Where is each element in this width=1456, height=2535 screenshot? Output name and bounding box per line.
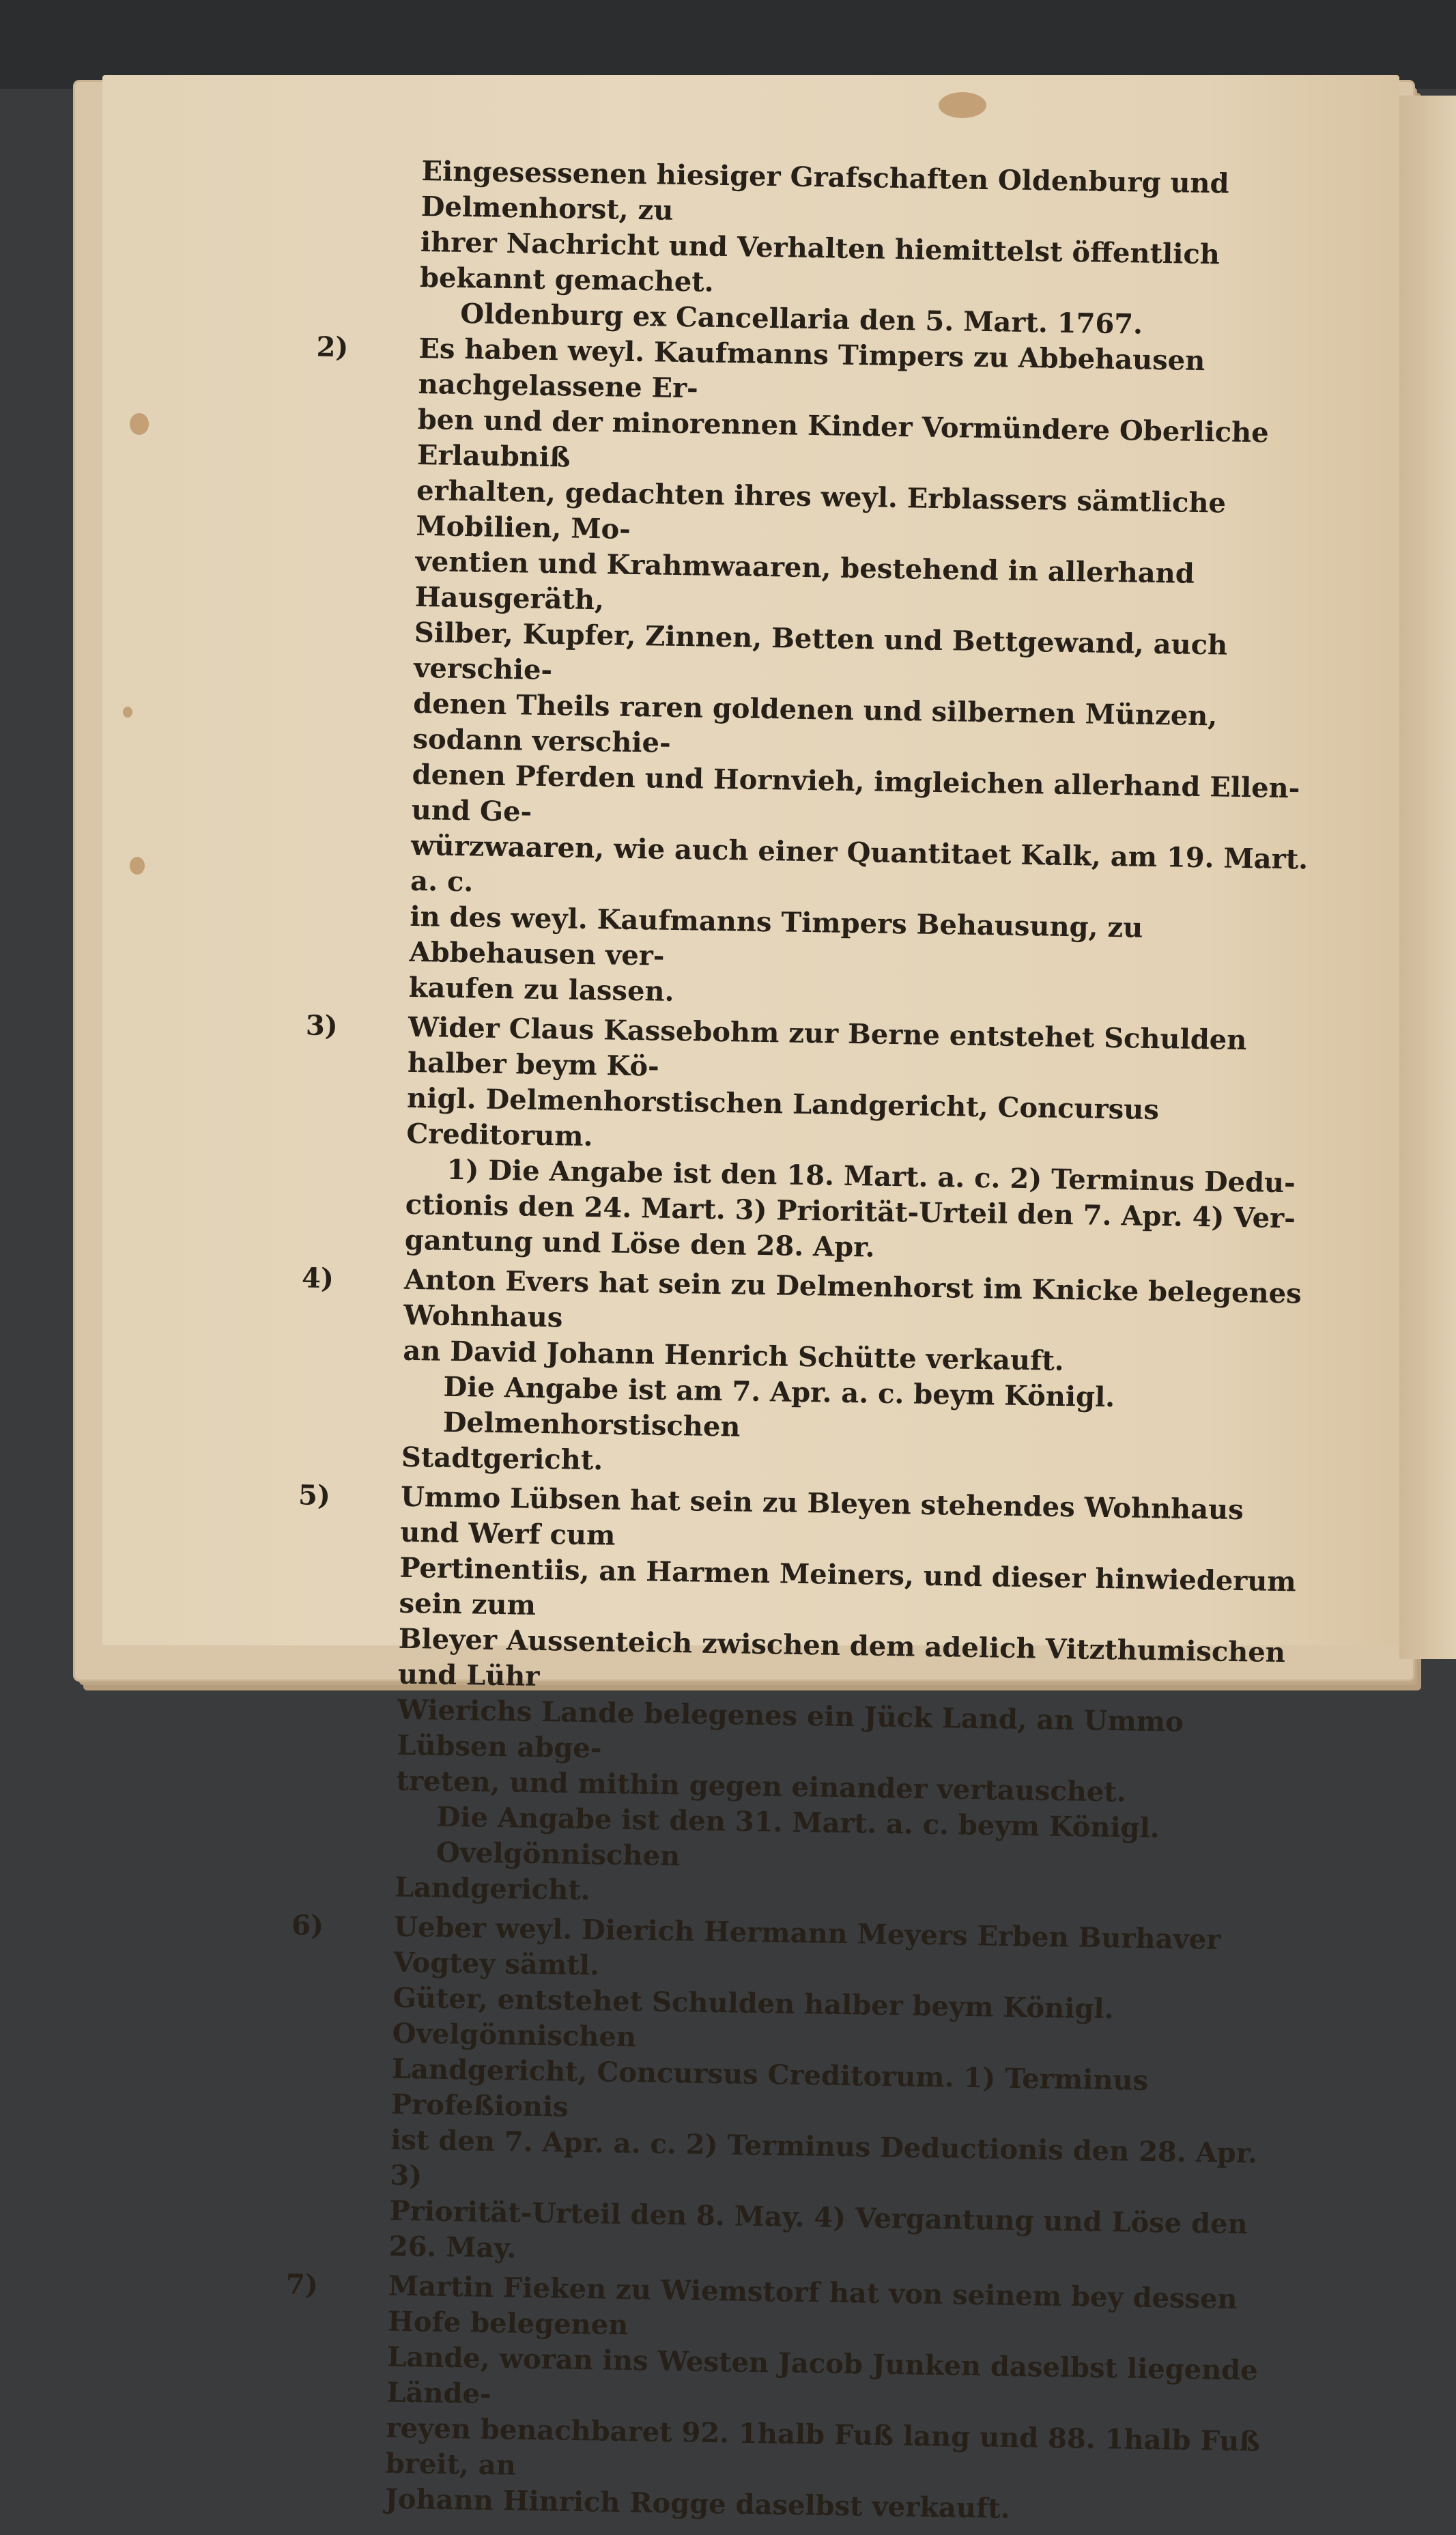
entry-line: kaufen zu lassen.: [408, 971, 674, 1008]
header-line: Eingesessenen hiesiger Grafschaften Oldenburg und Delmenhorst, zu: [420, 154, 1229, 227]
entry-line: ist den 7. Apr. a. c. 2) Terminus Deductionis den 28. Apr. 3): [390, 2123, 1258, 2192]
entry-line: ventien und Krahmwaaren, bestehend in allerhand Hausgeräth,: [414, 545, 1195, 617]
entry-line: denen Pferden und Hornvieh, imgleichen allerhand Ellen- und Ge-: [411, 758, 1300, 828]
entry-subline: ctionis den 24. Mart. 3) Priorität-Urteil den 7. Apr. 4) Ver-: [405, 1188, 1296, 1235]
entry-number: 4): [301, 1262, 334, 1295]
entry-line: Landgericht, Concursus Creditorum. 1) Terminus Profeßionis: [390, 2052, 1149, 2123]
entry-subline: Stadtgericht.: [401, 1441, 603, 1477]
entry-line: treten, und mithin gegen einander vertauschet.: [396, 1764, 1127, 1809]
dateline: Oldenburg ex Cancellaria den 5. Mart. 1767.: [459, 297, 1143, 341]
entry-line: Wierichs Lande belegenes ein Jück Land, an Ummo Lübsen abge-: [397, 1693, 1184, 1765]
entry-subline: Landgericht.: [394, 1871, 591, 1907]
entry-line: Johann Hinrich Rogge daselbst verkauft.: [384, 2482, 1010, 2525]
entry-line: denen Theils raren goldenen und silbernen Münzen, sodann verschie-: [412, 687, 1218, 759]
entry-number: 5): [298, 1479, 331, 1512]
entry-line: Martin Fieken zu Wiemstorf hat von seinem bey dessen Hofe belegenen: [387, 2269, 1238, 2342]
notice-entry-3: [305, 1009, 1313, 1273]
entry-line: Bleyer Aussenteich zwischen dem adelich Vitzthumischen und Lühr: [397, 1622, 1286, 1693]
entry-line: erhalten, gedachten ihres weyl. Erblassers sämtliche Mobilien, Mo-: [416, 474, 1227, 546]
entry-line: Lande, woran ins Westen Jacob Junken daselbst liegende Lände-: [386, 2340, 1259, 2410]
entry-number: 3): [305, 1009, 339, 1043]
entry-line: in des weyl. Kaufmanns Timpers Behausung, zu Abbehausen ver-: [409, 900, 1143, 972]
entry-line: nigl. Delmenhorstischen Landgericht, Concursus Creditorum.: [406, 1081, 1160, 1153]
entry-number: 2): [316, 330, 349, 364]
entry-subline: Die Angabe ist den 31. Mart. a. c. beym Königl. Ovelgönnischen: [436, 1800, 1160, 1873]
entry-subline: 1) Die Angabe ist den 18. Mart. a. c. 2) Terminus Dedu-: [446, 1153, 1296, 1200]
entry-line: an David Johann Henrich Schütte verkauft.: [403, 1334, 1065, 1377]
notice-entry-7: [285, 2268, 1294, 2532]
paper-stain: [130, 413, 149, 435]
notice-entry-5: [298, 1479, 1306, 1920]
entry-subline: Die Angabe ist am 7. Apr. a. c. beym Königl. Delmenhorstischen: [442, 1370, 1115, 1443]
entry-line: reyen benachbaret 92. 1halb Fuß lang und 88. 1halb Fuß breit, an: [385, 2411, 1261, 2482]
notice-entry-6: [291, 1909, 1298, 2279]
entry-line: würzwaaren, wie auch einer Quantitaet Kalk, am 19. Mart. a. c.: [410, 829, 1309, 898]
entry-line: Wider Claus Kassebohm zur Berne entstehet Schulden halber beym Kö-: [407, 1010, 1247, 1083]
entry-line: Pertinentiis, an Harmen Meiners, und dieser hinwiederum sein zum: [399, 1551, 1297, 1621]
entry-line: Es haben weyl. Kaufmanns Timpers zu Abbehausen nachgelassene Er-: [418, 332, 1205, 405]
entry-number: 6): [291, 1909, 324, 1942]
header-line: ihrer Nachricht und Verhalten hiemittelst öffentlich bekannt gemachet.: [419, 225, 1221, 298]
paper-stain: [123, 707, 132, 718]
entry-line: Ueber weyl. Dierich Hermann Meyers Erben Burhaver Vogtey sämtl.: [393, 1910, 1221, 1982]
entry-number: 7): [285, 2268, 319, 2301]
entry-subline: gantung und Löse den 28. Apr.: [404, 1223, 875, 1264]
entry-line: Priorität-Urteil den 8. May. 4) Vergantung und Löse den 26. May.: [388, 2194, 1248, 2265]
entry-line: ben und der minorennen Kinder Vormündere Oberliche Erlaubniß: [416, 403, 1269, 474]
paper-stain: [130, 857, 145, 875]
entry-line: Güter, entstehet Schulden halber beym Königl. Ovelgönnischen: [392, 1981, 1114, 2054]
entry-line: Ummo Lübsen hat sein zu Bleyen stehendes Wohnhaus und Werf cum: [399, 1480, 1244, 1552]
entry-line: Anton Evers hat sein zu Delmenhorst im Knicke belegenes Wohnhaus: [403, 1263, 1302, 1334]
facing-page-edge: [1399, 96, 1456, 1659]
notice-entry-2: [316, 330, 1323, 1020]
notice-entry-4: [301, 1262, 1309, 1490]
entry-line: Silber, Kupfer, Zinnen, Betten und Bettgewand, auch verschie-: [413, 616, 1228, 687]
paper-stain: [939, 92, 986, 118]
document-text: [285, 154, 1326, 2535]
